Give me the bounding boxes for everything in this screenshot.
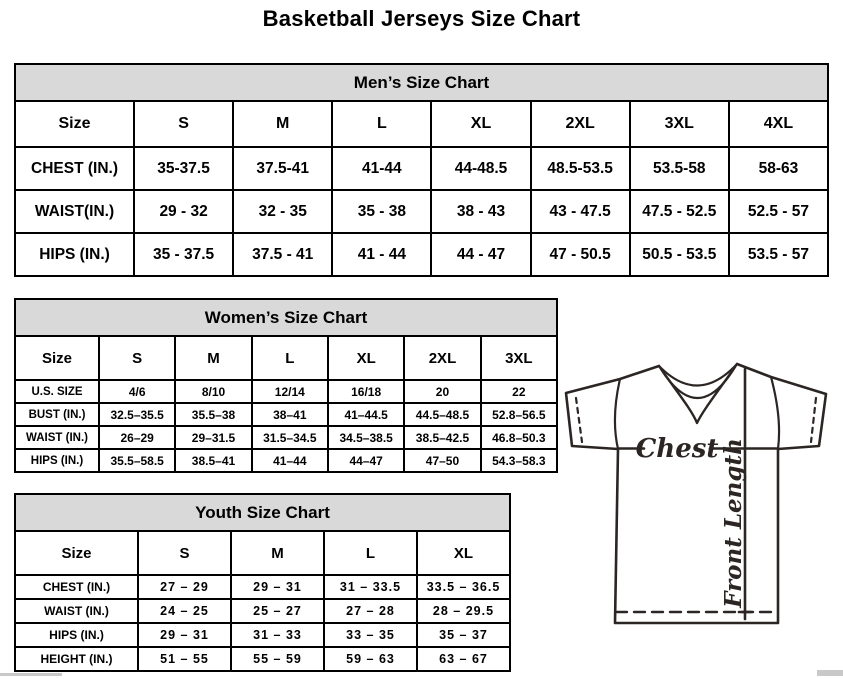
- mens-cell-1-2: 35 - 38: [332, 190, 431, 233]
- mens-col-header-7: 4XL: [729, 101, 828, 147]
- youth-col-header-4: XL: [417, 531, 510, 575]
- womens-col-header-6: 3XL: [481, 336, 557, 380]
- womens-cell-2-5: 46.8–50.3: [481, 426, 557, 449]
- womens-row-label-1: BUST (IN.): [15, 403, 99, 426]
- youth-col-header-3: L: [324, 531, 417, 575]
- womens-column-header-row: [15, 336, 557, 380]
- mens-row-label-2: HIPS (IN.): [15, 233, 134, 276]
- mens-chart-title: Men’s Size Chart: [15, 64, 828, 101]
- mens-table-row-1: [15, 190, 828, 233]
- womens-cell-3-3: 44–47: [328, 449, 404, 472]
- youth-col-header-0: Size: [15, 531, 138, 575]
- youth-cell-0-3: 33.5 – 36.5: [417, 575, 510, 599]
- youth-row-label-1: WAIST (IN.): [15, 599, 138, 623]
- youth-table-row-0: [15, 575, 510, 599]
- mens-table-row-0: [15, 147, 828, 190]
- youth-row-label-0: CHEST (IN.): [15, 575, 138, 599]
- womens-cell-3-5: 54.3–58.3: [481, 449, 557, 472]
- mens-col-header-0: Size: [15, 101, 134, 147]
- womens-cell-3-0: 35.5–58.5: [99, 449, 175, 472]
- mens-title-row: [15, 64, 828, 101]
- youth-cell-2-2: 33 – 35: [324, 623, 417, 647]
- mens-cell-2-0: 35 - 37.5: [134, 233, 233, 276]
- jersey-outline: [566, 364, 826, 623]
- youth-cell-2-0: 29 – 31: [138, 623, 231, 647]
- youth-col-header-2: M: [231, 531, 324, 575]
- mens-cell-0-0: 35-37.5: [134, 147, 233, 190]
- youth-row-label-2: HIPS (IN.): [15, 623, 138, 647]
- mens-row-label-1: WAIST(IN.): [15, 190, 134, 233]
- mens-cell-0-1: 37.5-41: [233, 147, 332, 190]
- mens-cell-1-6: 52.5 - 57: [729, 190, 828, 233]
- youth-cell-1-1: 25 – 27: [231, 599, 324, 623]
- womens-cell-1-3: 41–44.5: [328, 403, 404, 426]
- youth-column-header-row: [15, 531, 510, 575]
- womens-cell-2-1: 29–31.5: [175, 426, 251, 449]
- mens-cell-0-4: 48.5-53.5: [531, 147, 630, 190]
- mens-table-row-2: [15, 233, 828, 276]
- womens-table-row-0: [15, 380, 557, 403]
- womens-cell-1-1: 35.5–38: [175, 403, 251, 426]
- mens-col-header-3: L: [332, 101, 431, 147]
- mens-cell-1-1: 32 - 35: [233, 190, 332, 233]
- womens-col-header-4: XL: [328, 336, 404, 380]
- womens-cell-0-2: 12/14: [252, 380, 328, 403]
- youth-cell-0-1: 29 – 31: [231, 575, 324, 599]
- youth-cell-2-3: 35 – 37: [417, 623, 510, 647]
- mens-cell-2-1: 37.5 - 41: [233, 233, 332, 276]
- youth-cell-0-2: 31 – 33.5: [324, 575, 417, 599]
- cropped-element-bottom-left: [0, 673, 62, 676]
- youth-row-label-3: HEIGHT (IN.): [15, 647, 138, 671]
- womens-row-label-2: WAIST (IN.): [15, 426, 99, 449]
- womens-table-row-2: [15, 426, 557, 449]
- mens-cell-1-0: 29 - 32: [134, 190, 233, 233]
- womens-title-row: [15, 299, 557, 336]
- womens-row-label-3: HIPS (IN.): [15, 449, 99, 472]
- jersey-measurement-diagram: [556, 360, 843, 625]
- womens-table-row-3: [15, 449, 557, 472]
- womens-row-label-0: U.S. SIZE: [15, 380, 99, 403]
- mens-col-header-5: 2XL: [531, 101, 630, 147]
- mens-col-header-6: 3XL: [630, 101, 729, 147]
- mens-col-header-4: XL: [431, 101, 530, 147]
- mens-cell-2-5: 50.5 - 53.5: [630, 233, 729, 276]
- page-title: Basketball Jerseys Size Chart: [262, 6, 581, 31]
- left-armhole-seam: [615, 379, 620, 449]
- womens-cell-1-2: 38–41: [252, 403, 328, 426]
- mens-cell-0-3: 44-48.5: [431, 147, 530, 190]
- womens-cell-3-4: 47–50: [404, 449, 480, 472]
- mens-cell-2-3: 44 - 47: [431, 233, 530, 276]
- womens-cell-1-0: 32.5–35.5: [99, 403, 175, 426]
- youth-col-header-1: S: [138, 531, 231, 575]
- mens-cell-1-5: 47.5 - 52.5: [630, 190, 729, 233]
- womens-cell-2-3: 34.5–38.5: [328, 426, 404, 449]
- youth-cell-3-2: 59 – 63: [324, 647, 417, 671]
- youth-table-row-2: [15, 623, 510, 647]
- womens-cell-3-1: 38.5–41: [175, 449, 251, 472]
- mens-row-label-0: CHEST (IN.): [15, 147, 134, 190]
- mens-cell-0-2: 41-44: [332, 147, 431, 190]
- youth-cell-0-0: 27 – 29: [138, 575, 231, 599]
- womens-cell-0-3: 16/18: [328, 380, 404, 403]
- youth-chart-title: Youth Size Chart: [15, 494, 510, 531]
- womens-col-header-0: Size: [15, 336, 99, 380]
- womens-cell-0-1: 8/10: [175, 380, 251, 403]
- womens-table-row-1: [15, 403, 557, 426]
- mens-cell-2-4: 47 - 50.5: [531, 233, 630, 276]
- womens-cell-1-4: 44.5–48.5: [404, 403, 480, 426]
- youth-cell-1-2: 27 – 28: [324, 599, 417, 623]
- womens-cell-2-0: 26–29: [99, 426, 175, 449]
- womens-col-header-3: L: [252, 336, 328, 380]
- mens-cell-2-6: 53.5 - 57: [729, 233, 828, 276]
- womens-cell-2-2: 31.5–34.5: [252, 426, 328, 449]
- youth-table-row-1: [15, 599, 510, 623]
- youth-cell-2-1: 31 – 33: [231, 623, 324, 647]
- right-armhole-seam: [771, 377, 779, 449]
- mens-col-header-1: S: [134, 101, 233, 147]
- left-cuff-dashed-line: [576, 398, 582, 442]
- cropped-element-bottom-right: [817, 670, 843, 676]
- youth-table-row-3: [15, 647, 510, 671]
- womens-cell-2-4: 38.5–42.5: [404, 426, 480, 449]
- mens-col-header-2: M: [233, 101, 332, 147]
- mens-cell-0-6: 58-63: [729, 147, 828, 190]
- womens-cell-0-0: 4/6: [99, 380, 175, 403]
- mens-size-chart-table: [14, 63, 829, 277]
- mens-cell-1-3: 38 - 43: [431, 190, 530, 233]
- mens-cell-2-2: 41 - 44: [332, 233, 431, 276]
- vneck-point-curve: [659, 364, 737, 423]
- womens-cell-0-5: 22: [481, 380, 557, 403]
- womens-cell-1-5: 52.8–56.5: [481, 403, 557, 426]
- front-length-label: Front Length: [720, 438, 747, 608]
- womens-size-chart-table: [14, 298, 558, 473]
- womens-col-header-2: M: [175, 336, 251, 380]
- chest-label: Chest: [635, 434, 719, 464]
- womens-col-header-5: 2XL: [404, 336, 480, 380]
- youth-cell-1-3: 28 – 29.5: [417, 599, 510, 623]
- mens-cell-0-5: 53.5-58: [630, 147, 729, 190]
- womens-col-header-1: S: [99, 336, 175, 380]
- womens-chart-title: Women’s Size Chart: [15, 299, 557, 336]
- youth-size-chart-table: [14, 493, 511, 672]
- womens-cell-0-4: 20: [404, 380, 480, 403]
- mens-cell-1-4: 43 - 47.5: [531, 190, 630, 233]
- youth-cell-3-1: 55 – 59: [231, 647, 324, 671]
- youth-cell-3-0: 51 – 55: [138, 647, 231, 671]
- youth-cell-3-3: 63 – 67: [417, 647, 510, 671]
- womens-cell-3-2: 41–44: [252, 449, 328, 472]
- mens-column-header-row: [15, 101, 828, 147]
- youth-title-row: [15, 494, 510, 531]
- youth-cell-1-0: 24 – 25: [138, 599, 231, 623]
- right-cuff-dashed-line: [811, 398, 816, 442]
